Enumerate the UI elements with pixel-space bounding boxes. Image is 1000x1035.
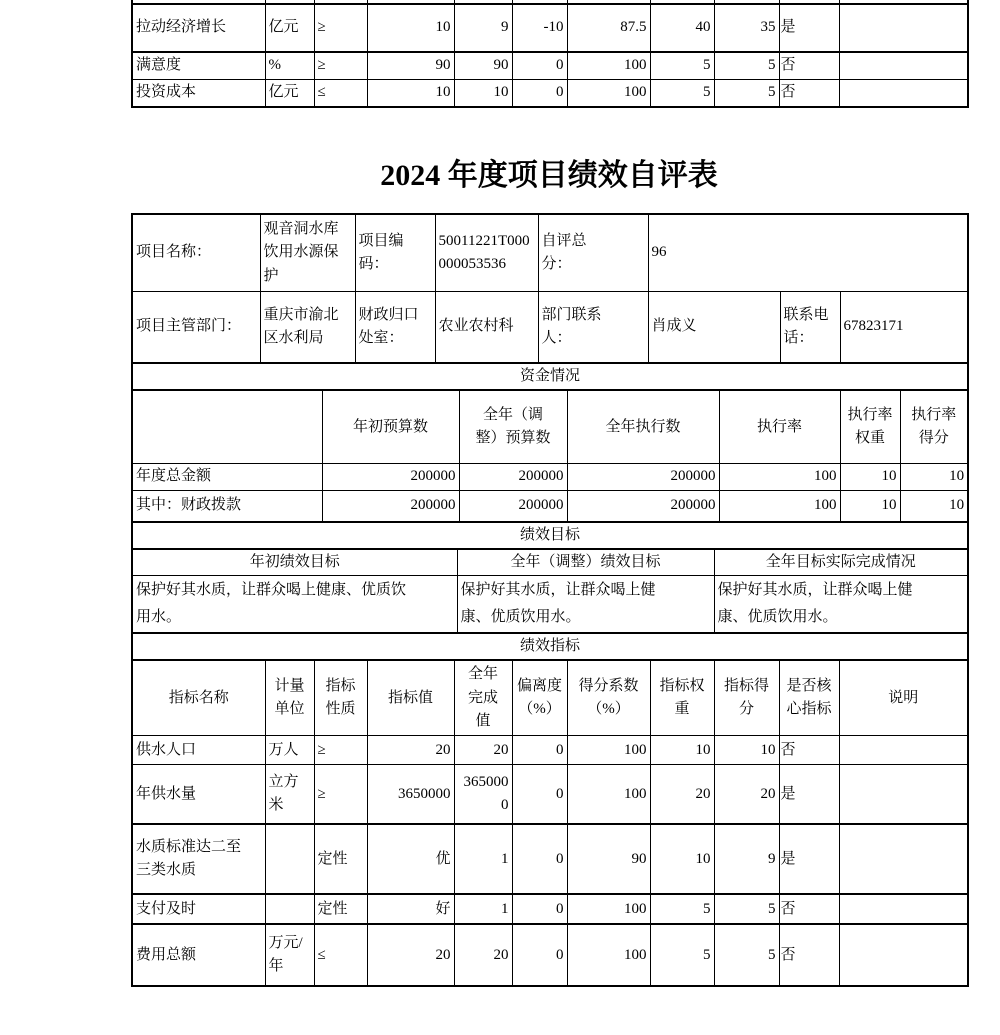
weight-cell: 5 bbox=[650, 80, 714, 108]
rate-score-cell: 10 bbox=[900, 464, 968, 490]
completed-value-cell: 1 bbox=[454, 824, 512, 894]
unit-cell bbox=[265, 824, 314, 894]
funding-blank-header-cell bbox=[132, 390, 322, 464]
funding-row bbox=[132, 464, 968, 490]
target-value-cell: 好 bbox=[367, 894, 454, 924]
unit-header-cell: 计量单位 bbox=[265, 660, 314, 736]
nature-header-cell: 指标性质 bbox=[314, 660, 367, 736]
weight-cell: 20 bbox=[650, 765, 714, 825]
actual-goal-cell: 保护好其水质，让群众喝上健康、优质饮用水。 bbox=[714, 576, 968, 634]
completed-value-cell: 1 bbox=[454, 894, 512, 924]
executed-header-cell: 全年执行数 bbox=[567, 390, 719, 464]
weight-cell: 40 bbox=[650, 4, 714, 52]
document-page bbox=[131, 0, 967, 987]
deviation-cell: 0 bbox=[512, 894, 567, 924]
completed-value-header-cell: 全年完成值 bbox=[454, 660, 512, 736]
score-coefficient-cell: 100 bbox=[567, 80, 650, 108]
indicator-name-cell: 拉动经济增长 bbox=[132, 4, 265, 52]
score-cell: 10 bbox=[714, 736, 779, 765]
score-cell: 20 bbox=[714, 765, 779, 825]
indicator-name-cell: 费用总额 bbox=[132, 924, 265, 986]
funding-table bbox=[131, 362, 969, 523]
completed-value-cell: 90 bbox=[454, 52, 512, 80]
indicators-table bbox=[131, 632, 969, 987]
nature-cell: ≥ bbox=[314, 4, 367, 52]
deviation-cell: 0 bbox=[512, 52, 567, 80]
deviation-cell: 0 bbox=[512, 824, 567, 894]
score-cell: 5 bbox=[714, 52, 779, 80]
initial-goal-header-cell: 年初绩效目标 bbox=[132, 549, 457, 576]
nature-cell: ≥ bbox=[314, 736, 367, 765]
dept-label-cell: 项目主管部门： bbox=[132, 292, 260, 364]
goals-header-row bbox=[132, 549, 968, 576]
nature-cell: 定性 bbox=[314, 824, 367, 894]
score-coefficient-cell: 100 bbox=[567, 52, 650, 80]
note-cell bbox=[839, 80, 968, 108]
deviation-cell: 0 bbox=[512, 924, 567, 986]
indicator-row bbox=[132, 894, 968, 924]
deviation-cell: -10 bbox=[512, 4, 567, 52]
finance-office-value-cell: 农业农村科 bbox=[435, 292, 538, 364]
weight-cell: 10 bbox=[650, 736, 714, 765]
executed-cell: 200000 bbox=[567, 490, 719, 522]
core-indicator-cell: 否 bbox=[779, 736, 839, 765]
score-coefficient-cell: 100 bbox=[567, 736, 650, 765]
project-name-value-cell: 观音洞水库饮用水源保护 bbox=[260, 214, 355, 292]
note-cell bbox=[839, 4, 968, 52]
adjusted-budget-header-cell: 全年（调整）预算数 bbox=[459, 390, 567, 464]
completed-value-cell: 3650000 bbox=[454, 765, 512, 825]
funding-header-row bbox=[132, 390, 968, 464]
target-value-header-cell: 指标值 bbox=[367, 660, 454, 736]
goals-content-row bbox=[132, 576, 968, 634]
nature-cell: ≥ bbox=[314, 52, 367, 80]
project-name-label-cell: 项目名称： bbox=[132, 214, 260, 292]
indicator-name-cell: 支付及时 bbox=[132, 894, 265, 924]
indicator-row bbox=[132, 924, 968, 986]
indicator-name-header-cell: 指标名称 bbox=[132, 660, 265, 736]
table-row bbox=[132, 292, 968, 364]
note-cell bbox=[839, 765, 968, 825]
adjusted-budget-cell: 200000 bbox=[459, 490, 567, 522]
project-code-label-cell: 项目编码： bbox=[355, 214, 435, 292]
note-cell bbox=[839, 52, 968, 80]
note-header-cell: 说明 bbox=[839, 660, 968, 736]
goals-table bbox=[131, 521, 969, 635]
core-indicator-cell: 是 bbox=[779, 765, 839, 825]
core-indicator-cell: 否 bbox=[779, 80, 839, 108]
indicator-row bbox=[132, 4, 968, 52]
core-indicator-cell: 是 bbox=[779, 824, 839, 894]
section-header-row bbox=[132, 363, 968, 390]
weight-cell: 5 bbox=[650, 894, 714, 924]
deviation-header-cell: 偏离度（%） bbox=[512, 660, 567, 736]
page-title: 2024 年度项目绩效自评表 bbox=[380, 159, 718, 192]
rate-score-header-cell: 执行率得分 bbox=[900, 390, 968, 464]
phone-label-cell: 联系电话： bbox=[780, 292, 840, 364]
phone-value-cell: 67823171 bbox=[840, 292, 968, 364]
target-value-cell: 10 bbox=[367, 80, 454, 108]
unit-cell: 亿元 bbox=[265, 80, 314, 108]
score-coefficient-cell: 100 bbox=[567, 924, 650, 986]
score-coefficient-cell: 90 bbox=[567, 824, 650, 894]
indicator-row bbox=[132, 52, 968, 80]
rate-score-cell: 10 bbox=[900, 490, 968, 522]
project-info-table bbox=[131, 213, 969, 364]
actual-goal-header-cell: 全年目标实际完成情况 bbox=[714, 549, 968, 576]
indicator-name-cell: 水质标准达二至三类水质 bbox=[132, 824, 265, 894]
funding-row bbox=[132, 490, 968, 522]
target-value-cell: 10 bbox=[367, 4, 454, 52]
completed-value-cell: 10 bbox=[454, 80, 512, 108]
indicator-name-cell: 满意度 bbox=[132, 52, 265, 80]
indicator-row bbox=[132, 765, 968, 825]
unit-cell: 亿元 bbox=[265, 4, 314, 52]
contact-value-cell: 肖成义 bbox=[648, 292, 780, 364]
adjusted-goal-cell: 保护好其水质，让群众喝上健康、优质饮用水。 bbox=[457, 576, 714, 634]
rate-weight-cell: 10 bbox=[840, 464, 900, 490]
note-cell bbox=[839, 736, 968, 765]
nature-cell: ≤ bbox=[314, 80, 367, 108]
goals-section-title: 绩效目标 bbox=[132, 522, 968, 549]
completed-value-cell: 20 bbox=[454, 924, 512, 986]
project-code-value-cell: 50011221T000000053536 bbox=[435, 214, 538, 292]
core-indicator-header-cell: 是否核心指标 bbox=[779, 660, 839, 736]
unit-cell: 立方米 bbox=[265, 765, 314, 825]
self-score-label-cell: 自评总分： bbox=[538, 214, 648, 292]
score-coefficient-cell: 100 bbox=[567, 894, 650, 924]
indicator-row bbox=[132, 824, 968, 894]
self-score-value-cell: 96 bbox=[648, 214, 968, 292]
score-coefficient-cell: 100 bbox=[567, 765, 650, 825]
score-cell: 5 bbox=[714, 80, 779, 108]
score-cell: 5 bbox=[714, 924, 779, 986]
rate-header-cell: 执行率 bbox=[719, 390, 840, 464]
weight-cell: 10 bbox=[650, 824, 714, 894]
target-value-cell: 20 bbox=[367, 924, 454, 986]
weight-header-cell: 指标权重 bbox=[650, 660, 714, 736]
indicator-row bbox=[132, 736, 968, 765]
core-indicator-cell: 是 bbox=[779, 4, 839, 52]
dept-value-cell: 重庆市渝北区水利局 bbox=[260, 292, 355, 364]
completed-value-cell: 9 bbox=[454, 4, 512, 52]
deviation-cell: 0 bbox=[512, 736, 567, 765]
initial-budget-cell: 200000 bbox=[322, 490, 459, 522]
initial-budget-header-cell: 年初预算数 bbox=[322, 390, 459, 464]
section-header-row bbox=[132, 633, 968, 660]
nature-cell: ≤ bbox=[314, 924, 367, 986]
executed-cell: 200000 bbox=[567, 464, 719, 490]
target-value-cell: 90 bbox=[367, 52, 454, 80]
core-indicator-cell: 否 bbox=[779, 924, 839, 986]
note-cell bbox=[839, 894, 968, 924]
weight-cell: 5 bbox=[650, 52, 714, 80]
section-header-row bbox=[132, 522, 968, 549]
deviation-cell: 0 bbox=[512, 80, 567, 108]
score-coefficient-cell: 87.5 bbox=[567, 4, 650, 52]
funding-label-cell: 年度总金额 bbox=[132, 464, 322, 490]
target-value-cell: 3650000 bbox=[367, 765, 454, 825]
funding-label-cell: 其中：财政拨款 bbox=[132, 490, 322, 522]
adjusted-goal-header-cell: 全年（调整）绩效目标 bbox=[457, 549, 714, 576]
finance-office-label-cell: 财政归口处室： bbox=[355, 292, 435, 364]
unit-cell: 万元/年 bbox=[265, 924, 314, 986]
note-cell bbox=[839, 924, 968, 986]
score-cell: 5 bbox=[714, 894, 779, 924]
initial-budget-cell: 200000 bbox=[322, 464, 459, 490]
contact-label-cell: 部门联系人： bbox=[538, 292, 648, 364]
initial-goal-cell: 保护好其水质，让群众喝上健康、优质饮用水。 bbox=[132, 576, 457, 634]
completed-value-cell: 20 bbox=[454, 736, 512, 765]
indicators-header-row bbox=[132, 660, 968, 736]
target-value-cell: 优 bbox=[367, 824, 454, 894]
nature-cell: 定性 bbox=[314, 894, 367, 924]
indicator-name-cell: 投资成本 bbox=[132, 80, 265, 108]
score-header-cell: 指标得分 bbox=[714, 660, 779, 736]
indicator-row bbox=[132, 80, 968, 108]
table-row bbox=[132, 214, 968, 292]
weight-cell: 5 bbox=[650, 924, 714, 986]
adjusted-budget-cell: 200000 bbox=[459, 464, 567, 490]
target-value-cell: 20 bbox=[367, 736, 454, 765]
rate-weight-cell: 10 bbox=[840, 490, 900, 522]
core-indicator-cell: 否 bbox=[779, 52, 839, 80]
indicators-section-title: 绩效指标 bbox=[132, 633, 968, 660]
deviation-cell: 0 bbox=[512, 765, 567, 825]
unit-cell: % bbox=[265, 52, 314, 80]
rate-cell: 100 bbox=[719, 464, 840, 490]
nature-cell: ≥ bbox=[314, 765, 367, 825]
funding-section-title: 资金情况 bbox=[132, 363, 968, 390]
rate-cell: 100 bbox=[719, 490, 840, 522]
indicator-name-cell: 供水人口 bbox=[132, 736, 265, 765]
rate-weight-header-cell: 执行率权重 bbox=[840, 390, 900, 464]
score-cell: 9 bbox=[714, 824, 779, 894]
score-coefficient-header-cell: 得分系数（%） bbox=[567, 660, 650, 736]
score-cell: 35 bbox=[714, 4, 779, 52]
note-cell bbox=[839, 824, 968, 894]
core-indicator-cell: 否 bbox=[779, 894, 839, 924]
unit-cell bbox=[265, 894, 314, 924]
previous-indicators-table bbox=[131, 0, 969, 108]
indicator-name-cell: 年供水量 bbox=[132, 765, 265, 825]
unit-cell: 万人 bbox=[265, 736, 314, 765]
